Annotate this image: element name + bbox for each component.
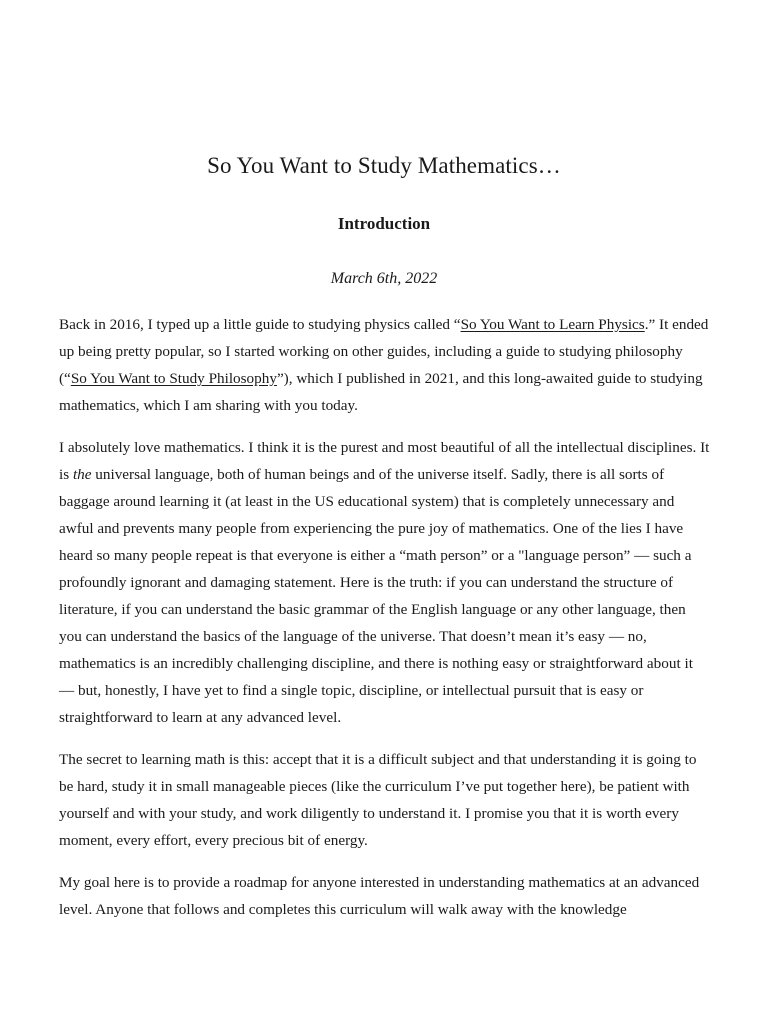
- paragraph-3: The secret to learning math is this: accept that it is a difficult subject and that understanding it is going to be hard, study it in small manageable pieces (like the curriculum I’ve put together here), be patient with yourself and with your study, and work diligently to understand it. I promise you that it is worth every moment, every effort, every precious bit of energy.: [59, 751, 697, 849]
- publish-date: March 6th, 2022: [330, 270, 438, 287]
- paragraph-2-text-a: I absolutely love mathematics. I think it is the purest and most beautiful of all the intellectual disciplines. It is: [59, 439, 710, 483]
- article-title: So You Want to Study Mathematics…: [207, 153, 561, 178]
- paragraph-2: [59, 434, 711, 731]
- philosophy-guide-link[interactable]: So You Want to Study Philosophy: [70, 370, 277, 387]
- paragraph-1-text-b: .” It ended up being pretty popular, so I started working on other guides, including a guide to studying philosophy (“: [59, 316, 709, 387]
- paragraph-1: [59, 311, 711, 419]
- paragraph-1-text-c: ”), which I published in 2021, and this long-awaited guide to studying mathematics, which I am sharing with you today.: [59, 370, 703, 414]
- paragraph-1-text-a: Back in 2016, I typed up a little guide to studying physics called “: [59, 316, 461, 333]
- paragraph-4: My goal here is to provide a roadmap for anyone interested in understanding mathematics at an advanced level. Anyone that follows and completes this curriculum will walk away with the knowledge: [59, 874, 700, 918]
- article-body: [59, 311, 711, 938]
- emphasis-the: the: [72, 466, 92, 483]
- paragraph-2-text-b: universal language, both of human beings and of the universe itself. Sadly, there is all sorts of baggage around learning it (at least in the US educational system) that is completely unnecessary and awful and prevents many people from experiencing the pure joy of mathematics. One of the lies I have heard so many people repeat is that everyone is either a “math person” or a "language person” — such a profoundly ignorant and damaging statement. Here is the truth: if you can understand the structure of literature, if you can understand the basic grammar of the English language or any other language, then you can understand the basics of the language of the universe. That doesn’t mean it’s easy — no, mathematics is an incredibly challenging discipline, and there is nothing easy or straightforward about it — but, honestly, I have yet to find a single topic, discipline, or intellectual pursuit that is easy or straightforward to learn at any advanced level.: [59, 466, 693, 726]
- physics-guide-link[interactable]: So You Want to Learn Physics: [460, 316, 645, 333]
- section-heading: Introduction: [337, 214, 431, 233]
